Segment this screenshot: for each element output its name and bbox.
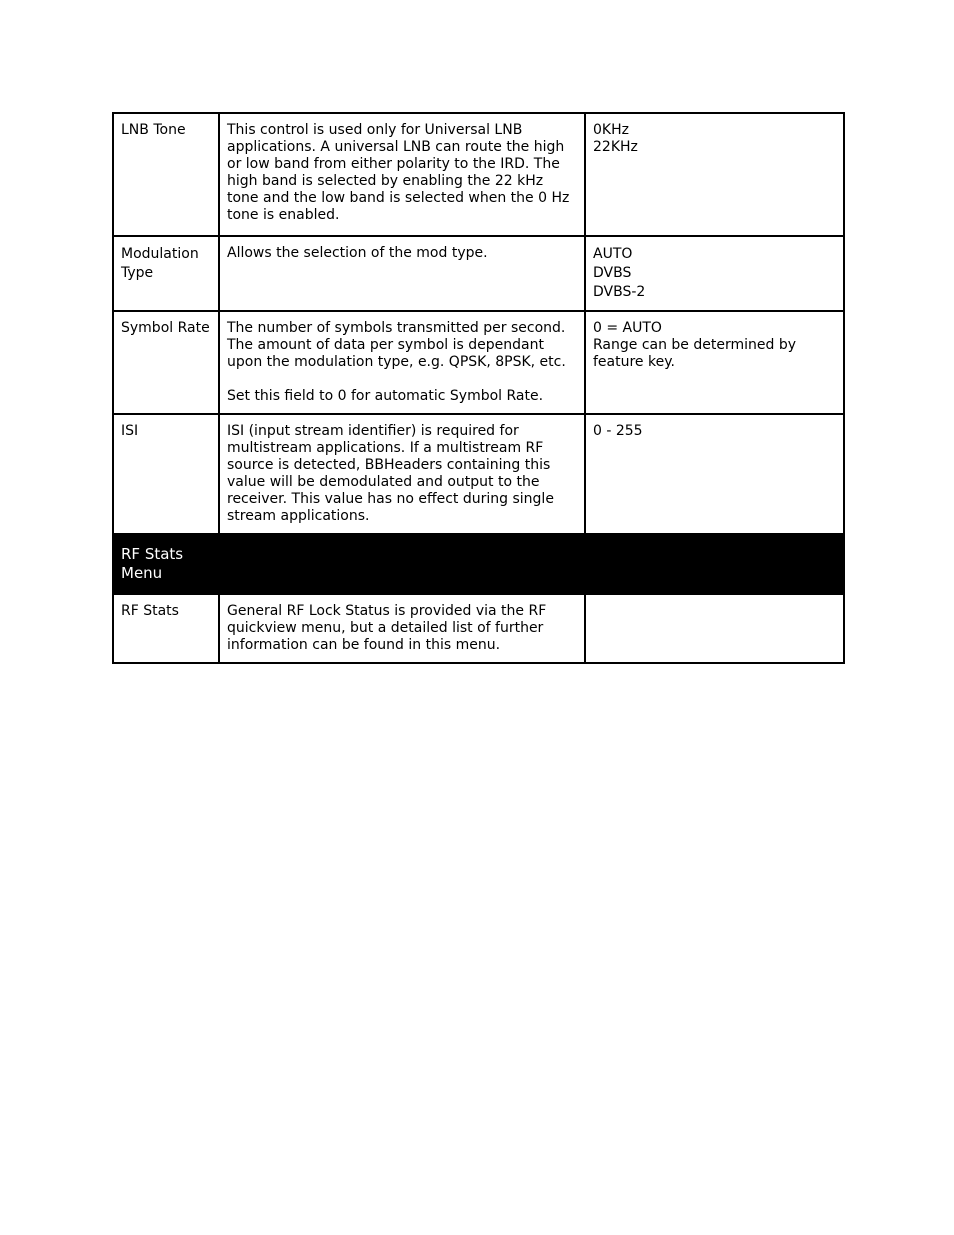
- values-cell: [585, 113, 844, 236]
- description-text: The amount of data per symbol is dependant: [227, 337, 544, 353]
- description-text: tone is enabled.: [227, 207, 340, 223]
- description-text: ISI (input stream identifier) is required for: [227, 423, 519, 439]
- description-text: receiver. This value has no effect during single: [227, 491, 554, 507]
- parameter-name: LNB Tone: [121, 122, 186, 138]
- values-cell: [585, 594, 844, 663]
- description-text: source is detected, BBHeaders containing this: [227, 457, 551, 473]
- description-text: or low band from either polarity to the IRD. The: [227, 156, 560, 172]
- section-empty-cell: [219, 534, 585, 594]
- description-text: The number of symbols transmitted per second.: [227, 320, 566, 336]
- description-text: high band is selected by enabling the 22 kHz: [227, 173, 544, 189]
- description-text: stream applications.: [227, 508, 370, 524]
- parameter-cell: [113, 414, 219, 534]
- values-cell: [585, 311, 844, 414]
- value-option: 22KHz: [593, 139, 638, 155]
- description-cell: [219, 113, 585, 236]
- value-option: 0KHz: [593, 122, 629, 138]
- table-row: [113, 311, 844, 414]
- section-title: Menu: [121, 564, 163, 582]
- value-option: 0 = AUTO: [593, 320, 662, 336]
- description-text: quickview menu, but a detailed list of further: [227, 620, 544, 636]
- description-text: value will be demodulated and output to the: [227, 474, 540, 490]
- section-title: RF Stats: [121, 545, 184, 563]
- parameter-cell: [113, 113, 219, 236]
- parameter-name: Modulation: [121, 246, 199, 262]
- value-range: 0 - 255: [593, 423, 643, 439]
- table-row: [113, 594, 844, 663]
- section-empty-cell: [585, 534, 844, 594]
- description-text: upon the modulation type, e.g. QPSK, 8PSK, etc.: [227, 354, 566, 370]
- description-cell: [219, 594, 585, 663]
- description-text: tone and the low band is selected when the 0 Hz: [227, 190, 570, 206]
- description-cell: [219, 236, 585, 311]
- parameter-name: Symbol Rate: [121, 320, 210, 336]
- section-header-row: [113, 534, 844, 594]
- description-text: This control is used only for Universal LNB: [227, 122, 523, 138]
- description-cell: [219, 311, 585, 414]
- values-cell: [585, 236, 844, 311]
- values-cell: [585, 414, 844, 534]
- parameter-cell: [113, 311, 219, 414]
- table-row: [113, 236, 844, 311]
- rf-settings-table: [112, 112, 845, 664]
- description-text: information can be found in this menu.: [227, 637, 501, 653]
- value-option: AUTO: [593, 246, 633, 262]
- parameter-name: Type: [121, 265, 154, 281]
- parameter-cell: [113, 594, 219, 663]
- table-row: [113, 113, 844, 236]
- value-option: DVBS: [593, 265, 632, 281]
- description-text: General RF Lock Status is provided via the RF: [227, 603, 547, 619]
- paragraph-gap: [227, 371, 578, 388]
- table-row: [113, 414, 844, 534]
- value-note: feature key.: [593, 354, 675, 370]
- description-note: Set this field to 0 for automatic Symbol Rate.: [227, 388, 544, 404]
- description-text: Allows the selection of the mod type.: [227, 245, 488, 261]
- parameter-name: ISI: [121, 423, 139, 439]
- parameter-cell: [113, 236, 219, 311]
- parameter-name: RF Stats: [121, 603, 179, 619]
- value-option: DVBS-2: [593, 284, 646, 300]
- section-title-cell: [113, 534, 219, 594]
- value-note: Range can be determined by: [593, 337, 797, 353]
- description-text: multistream applications. If a multistream RF: [227, 440, 544, 456]
- description-text: applications. A universal LNB can route the high: [227, 139, 565, 155]
- description-cell: [219, 414, 585, 534]
